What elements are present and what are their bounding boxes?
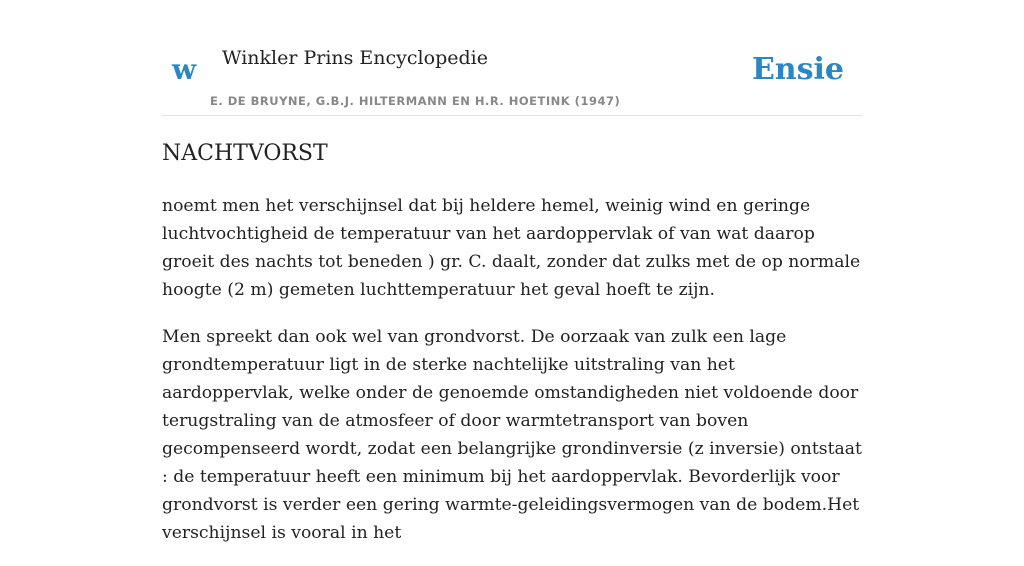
ensie-logo-link[interactable]: Ensie — [751, 52, 844, 87]
encyclopedia-title-link[interactable]: Winkler Prins Encyclopedie — [222, 47, 488, 69]
article-title: NACHTVORST — [162, 141, 328, 166]
article-body — [162, 192, 862, 566]
authors-line: E. DE BRUYNE, G.B.J. HILTERMANN EN H.R. HOETINK (1947) — [210, 94, 621, 108]
encyclopedia-logo-icon[interactable]: w — [172, 53, 197, 86]
site-header — [162, 0, 862, 116]
article-paragraph: noemt men het verschijnsel dat bij heldere hemel, weinig wind en geringe luchtvochtigheid de temperatuur van het aardoppervlak of van wat daarop groeit des nachts tot beneden ) gr. C. daalt, zonder dat zulks met de op normale hoogte (2 m) gemeten luchttemperatuur het geval hoeft te zijn. — [162, 196, 861, 300]
article-paragraph: Men spreekt dan ook wel van grondvorst. De oorzaak van zulk een lage grondtemperatuur ligt in de sterke nachtelijke uitstraling van het aardoppervlak, welke onder de genoemde omstandigheden niet voldoende door terugstraling van de atmosfeer of door warmtetransport van boven gecompenseerd wordt, zodat een belangrijke grondinversie (z inversie) ontstaat : de temperatuur heeft een minimum bij het aardoppervlak. Bevorderlijk voor grondvorst is verder een gering warmte-geleidingsvermogen van de bodem.Het verschijnsel is vooral in het — [162, 327, 862, 543]
